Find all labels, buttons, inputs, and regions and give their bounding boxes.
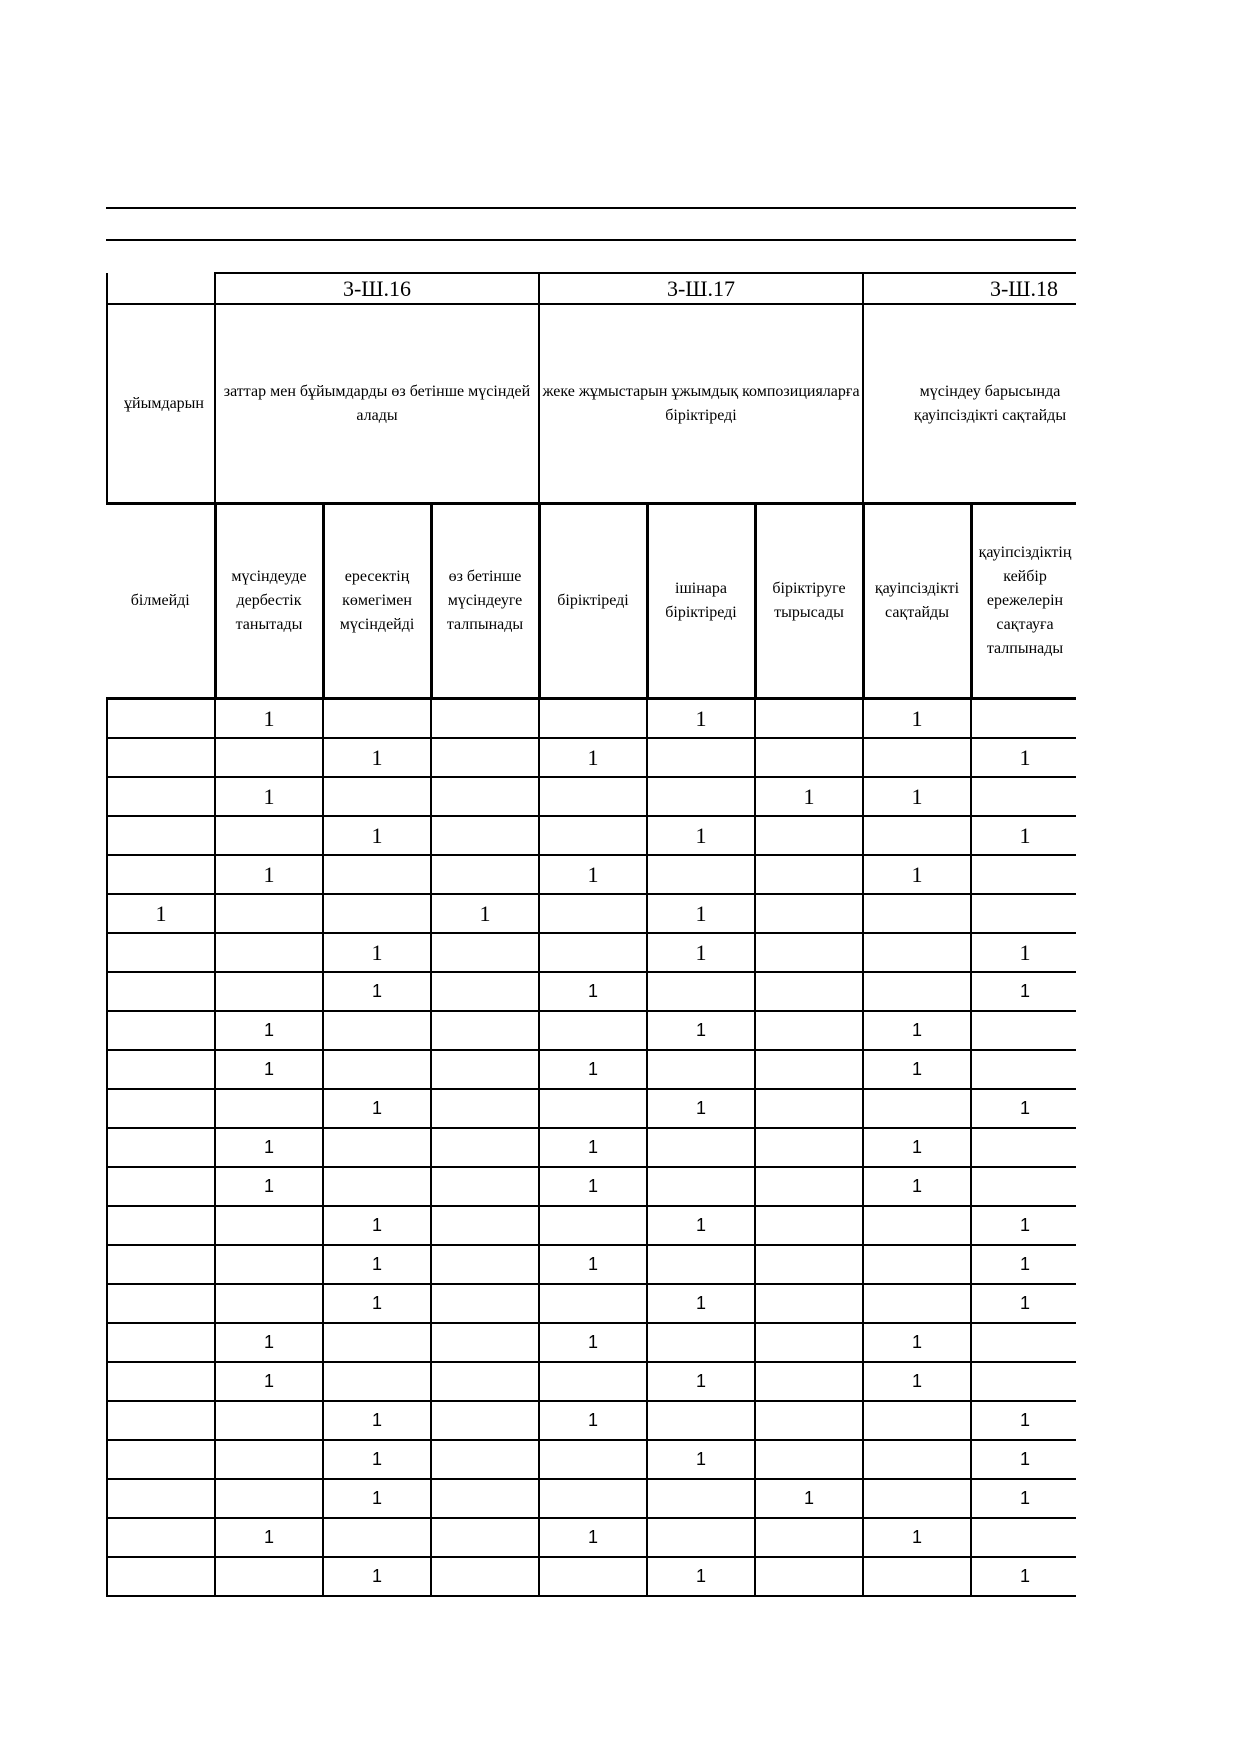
table-cell-col-7: 1 xyxy=(863,855,971,894)
table-cell-col-2 xyxy=(323,699,431,739)
table-row xyxy=(107,1479,1076,1518)
table-cell-col-8 xyxy=(971,699,1076,739)
table-cell-col-6 xyxy=(755,933,863,972)
level-c6: біріктіруге тырысады xyxy=(755,504,863,699)
table-cell-col-0 xyxy=(107,1128,215,1167)
table-cell-col-2: 1 xyxy=(323,1440,431,1479)
table-cell-col-6 xyxy=(755,1557,863,1596)
table-cell-col-5 xyxy=(647,1050,755,1089)
table-cell-col-5: 1 xyxy=(647,1011,755,1050)
table-cell-col-2: 1 xyxy=(323,738,431,777)
table-cell-col-3 xyxy=(431,1557,539,1596)
table-cell-col-1: 1 xyxy=(215,1323,323,1362)
table-cell-col-5: 1 xyxy=(647,699,755,739)
table-cell-col-4: 1 xyxy=(539,1401,647,1440)
table-cell-col-4: 1 xyxy=(539,1245,647,1284)
table-cell-col-6 xyxy=(755,699,863,739)
table-cell-col-5: 1 xyxy=(647,1206,755,1245)
table-cell-col-3 xyxy=(431,1089,539,1128)
table-row xyxy=(107,1401,1076,1440)
table-cell-col-3 xyxy=(431,1479,539,1518)
level-c2: ересектің көмегімен мүсіндейді xyxy=(323,504,431,699)
table-cell-col-3 xyxy=(431,1011,539,1050)
table-cell-col-5 xyxy=(647,1479,755,1518)
table-cell-col-0 xyxy=(107,1557,215,1596)
table-cell-col-6 xyxy=(755,1128,863,1167)
description-3-sh-18: мүсіндеу барысында қауіпсіздікті сақтайды xyxy=(863,304,1076,504)
table-cell-col-8: 1 xyxy=(971,1284,1076,1323)
table-cell-col-0 xyxy=(107,972,215,1011)
table-cell-col-0 xyxy=(107,1323,215,1362)
table-cell-col-6 xyxy=(755,1284,863,1323)
table-cell-col-5: 1 xyxy=(647,1089,755,1128)
table-cell-col-6 xyxy=(755,816,863,855)
description-lead: ұйымдарын xyxy=(107,304,215,504)
table-row xyxy=(107,1128,1076,1167)
table-cell-col-8 xyxy=(971,1323,1076,1362)
table-cell-col-8: 1 xyxy=(971,816,1076,855)
table-cell-col-2: 1 xyxy=(323,1479,431,1518)
table-cell-col-6 xyxy=(755,972,863,1011)
table-row xyxy=(107,1167,1076,1206)
table-cell-col-0 xyxy=(107,1206,215,1245)
table-row xyxy=(107,1284,1076,1323)
table-cell-col-8: 1 xyxy=(971,1206,1076,1245)
table-cell-col-7: 1 xyxy=(863,1323,971,1362)
table-cell-col-0 xyxy=(107,777,215,816)
table-cell-col-8 xyxy=(971,1050,1076,1089)
table-cell-col-1 xyxy=(215,1089,323,1128)
table-cell-col-6 xyxy=(755,894,863,933)
table-cell-col-1 xyxy=(215,972,323,1011)
table-cell-col-2: 1 xyxy=(323,933,431,972)
description-3-sh-16: заттар мен бұйымдарды өз бетінше мүсіндей алады xyxy=(215,304,539,504)
group-code-3-sh-18: 3-Ш.18 xyxy=(863,273,1076,304)
table-cell-col-3 xyxy=(431,1167,539,1206)
table-cell-col-3 xyxy=(431,933,539,972)
table-row xyxy=(107,1557,1076,1596)
level-c1: мүсіндеуде дербестік танытады xyxy=(215,504,323,699)
table-cell-col-3 xyxy=(431,1323,539,1362)
table-cell-col-4 xyxy=(539,699,647,739)
table-cell-col-4: 1 xyxy=(539,972,647,1011)
table-row xyxy=(107,1440,1076,1479)
table-cell-col-6 xyxy=(755,1518,863,1557)
table-cell-col-8 xyxy=(971,1167,1076,1206)
table-cell-col-6 xyxy=(755,1050,863,1089)
table-cell-col-6 xyxy=(755,1323,863,1362)
table-cell-col-5: 1 xyxy=(647,1284,755,1323)
table-cell-col-5 xyxy=(647,1245,755,1284)
table-cell-col-5: 1 xyxy=(647,816,755,855)
table-cell-col-4 xyxy=(539,894,647,933)
table-row xyxy=(107,855,1076,894)
table-cell-col-6 xyxy=(755,1206,863,1245)
table-cell-col-3 xyxy=(431,1401,539,1440)
table-cell-col-7 xyxy=(863,816,971,855)
table-cell-col-0 xyxy=(107,699,215,739)
table-cell-col-8 xyxy=(971,1362,1076,1401)
table-cell-col-1: 1 xyxy=(215,699,323,739)
table-cell-col-1: 1 xyxy=(215,1518,323,1557)
table-cell-col-1: 1 xyxy=(215,1128,323,1167)
table-cell-col-5: 1 xyxy=(647,1362,755,1401)
table-cell-col-3 xyxy=(431,1284,539,1323)
table-cell-col-4 xyxy=(539,1362,647,1401)
table-cell-col-1: 1 xyxy=(215,855,323,894)
table-cell-col-1: 1 xyxy=(215,1050,323,1089)
table-cell-col-8: 1 xyxy=(971,738,1076,777)
table-cell-col-3 xyxy=(431,1440,539,1479)
table-cell-col-6: 1 xyxy=(755,777,863,816)
table-cell-col-0 xyxy=(107,855,215,894)
table-cell-col-5 xyxy=(647,1518,755,1557)
table-row xyxy=(107,1362,1076,1401)
table-cell-col-0 xyxy=(107,1440,215,1479)
table-cell-col-4 xyxy=(539,1011,647,1050)
table-row xyxy=(107,1518,1076,1557)
table-cell-col-2 xyxy=(323,855,431,894)
level-row xyxy=(107,504,1076,699)
table-cell-col-0 xyxy=(107,1089,215,1128)
level-c4: біріктіреді xyxy=(539,504,647,699)
table-cell-col-6 xyxy=(755,1011,863,1050)
table-cell-col-4 xyxy=(539,777,647,816)
table-cell-col-3 xyxy=(431,855,539,894)
table-cell-col-7 xyxy=(863,1206,971,1245)
table-cell-col-5: 1 xyxy=(647,894,755,933)
table-row xyxy=(107,1011,1076,1050)
table-cell-col-8 xyxy=(971,855,1076,894)
table-cell-col-0: 1 xyxy=(107,894,215,933)
table-cell-col-4: 1 xyxy=(539,1128,647,1167)
table-cell-col-7 xyxy=(863,738,971,777)
table-cell-col-8 xyxy=(971,894,1076,933)
table-cell-col-8 xyxy=(971,1011,1076,1050)
table-cell-col-7: 1 xyxy=(863,1050,971,1089)
table-cell-col-1 xyxy=(215,816,323,855)
table-cell-col-2: 1 xyxy=(323,972,431,1011)
table-cell-col-1 xyxy=(215,1479,323,1518)
table-cell-col-4: 1 xyxy=(539,738,647,777)
table-cell-col-7 xyxy=(863,1284,971,1323)
table-cell-col-8 xyxy=(971,1128,1076,1167)
table-cell-col-2: 1 xyxy=(323,1401,431,1440)
table-cell-col-8: 1 xyxy=(971,933,1076,972)
table-cell-col-7: 1 xyxy=(863,1518,971,1557)
table-cell-col-5: 1 xyxy=(647,1557,755,1596)
table-cell-col-3 xyxy=(431,972,539,1011)
table-cell-col-2 xyxy=(323,777,431,816)
table-cell-col-2: 1 xyxy=(323,1089,431,1128)
table-cell-col-7 xyxy=(863,1479,971,1518)
table-cell-col-7 xyxy=(863,1401,971,1440)
table-cell-col-1 xyxy=(215,1557,323,1596)
table-cell-col-2 xyxy=(323,1128,431,1167)
table-cell-col-6 xyxy=(755,738,863,777)
table-cell-col-4 xyxy=(539,1284,647,1323)
table-row xyxy=(107,972,1076,1011)
table-cell-col-0 xyxy=(107,933,215,972)
table-cell-col-1 xyxy=(215,738,323,777)
table-cell-col-7 xyxy=(863,1440,971,1479)
table-row xyxy=(107,816,1076,855)
table-cell-col-3 xyxy=(431,1050,539,1089)
table-cell-col-0 xyxy=(107,1284,215,1323)
table-cell-col-7: 1 xyxy=(863,1128,971,1167)
table-cell-col-3 xyxy=(431,816,539,855)
table-cell-col-8: 1 xyxy=(971,1479,1076,1518)
table-cell-col-5 xyxy=(647,738,755,777)
table-cell-col-4 xyxy=(539,816,647,855)
table-cell-col-6 xyxy=(755,1167,863,1206)
table-cell-col-7 xyxy=(863,1089,971,1128)
table-cell-col-2: 1 xyxy=(323,816,431,855)
table-cell-col-7: 1 xyxy=(863,1362,971,1401)
level-c7: қауіпсіздікті сақтайды xyxy=(863,504,971,699)
description-3-sh-17: жеке жұмыстарын ұжымдық композицияларға біріктіреді xyxy=(539,304,863,504)
table-cell-col-0 xyxy=(107,1167,215,1206)
table-cell-col-1: 1 xyxy=(215,777,323,816)
assessment-table-region xyxy=(106,272,1076,1608)
table-cell-col-6 xyxy=(755,855,863,894)
table-cell-col-7: 1 xyxy=(863,1167,971,1206)
table-cell-col-5 xyxy=(647,855,755,894)
table-cell-col-1: 1 xyxy=(215,1167,323,1206)
table-row xyxy=(107,1089,1076,1128)
table-cell-col-0 xyxy=(107,1401,215,1440)
table-cell-col-1: 1 xyxy=(215,1011,323,1050)
table-cell-col-3 xyxy=(431,1518,539,1557)
table-cell-col-5 xyxy=(647,1323,755,1362)
table-cell-col-6 xyxy=(755,1401,863,1440)
table-cell-col-1 xyxy=(215,1284,323,1323)
table-cell-col-4 xyxy=(539,1206,647,1245)
table-cell-col-5 xyxy=(647,972,755,1011)
table-row xyxy=(107,738,1076,777)
table-cell-col-4: 1 xyxy=(539,1167,647,1206)
table-cell-col-5: 1 xyxy=(647,933,755,972)
table-cell-col-8: 1 xyxy=(971,1245,1076,1284)
table-row xyxy=(107,699,1076,739)
table-cell-col-7 xyxy=(863,1557,971,1596)
table-cell-col-6 xyxy=(755,1245,863,1284)
description-row xyxy=(107,304,1076,504)
table-cell-col-6 xyxy=(755,1089,863,1128)
table-cell-col-8: 1 xyxy=(971,1440,1076,1479)
table-cell-col-2 xyxy=(323,1518,431,1557)
table-cell-col-5 xyxy=(647,1401,755,1440)
table-cell-col-7 xyxy=(863,894,971,933)
table-cell-col-0 xyxy=(107,816,215,855)
table-cell-col-5 xyxy=(647,1167,755,1206)
table-cell-col-2: 1 xyxy=(323,1206,431,1245)
group-code-row xyxy=(107,273,1076,304)
table-cell-col-2 xyxy=(323,894,431,933)
table-cell-col-8 xyxy=(971,777,1076,816)
table-cell-col-4 xyxy=(539,1557,647,1596)
table-row xyxy=(107,933,1076,972)
table-cell-col-0 xyxy=(107,1479,215,1518)
table-cell-col-3 xyxy=(431,1206,539,1245)
table-cell-col-7: 1 xyxy=(863,777,971,816)
table-cell-col-1 xyxy=(215,1401,323,1440)
table-cell-col-2: 1 xyxy=(323,1557,431,1596)
table-row xyxy=(107,1245,1076,1284)
table-row xyxy=(107,777,1076,816)
table-cell-col-7 xyxy=(863,1245,971,1284)
table-cell-col-2: 1 xyxy=(323,1245,431,1284)
table-cell-col-4: 1 xyxy=(539,1323,647,1362)
table-cell-col-0 xyxy=(107,1050,215,1089)
table-cell-col-7 xyxy=(863,933,971,972)
table-row xyxy=(107,894,1076,933)
group-code-3-sh-16: 3-Ш.16 xyxy=(215,273,539,304)
group-code-3-sh-17: 3-Ш.17 xyxy=(539,273,863,304)
table-cell-col-2 xyxy=(323,1362,431,1401)
level-c0: білмейді xyxy=(107,504,215,699)
table-cell-col-8: 1 xyxy=(971,972,1076,1011)
assessment-table xyxy=(106,272,1076,1597)
table-cell-col-8: 1 xyxy=(971,1557,1076,1596)
group-code-blank xyxy=(107,273,215,304)
table-cell-col-2 xyxy=(323,1167,431,1206)
table-cell-col-4: 1 xyxy=(539,1050,647,1089)
table-cell-col-6 xyxy=(755,1362,863,1401)
table-cell-col-5 xyxy=(647,777,755,816)
table-row xyxy=(107,1206,1076,1245)
table-cell-col-1 xyxy=(215,894,323,933)
table-cell-col-1 xyxy=(215,1245,323,1284)
table-cell-col-6: 1 xyxy=(755,1479,863,1518)
table-cell-col-4 xyxy=(539,1479,647,1518)
table-cell-col-3 xyxy=(431,699,539,739)
table-cell-col-4 xyxy=(539,1089,647,1128)
table-cell-col-4 xyxy=(539,1440,647,1479)
table-cell-col-2 xyxy=(323,1323,431,1362)
table-cell-col-3 xyxy=(431,777,539,816)
table-cell-col-1 xyxy=(215,933,323,972)
table-cell-col-3: 1 xyxy=(431,894,539,933)
table-cell-col-0 xyxy=(107,1245,215,1284)
table-cell-col-0 xyxy=(107,738,215,777)
level-c3: өз бетінше мүсіндеуге талпынады xyxy=(431,504,539,699)
table-row xyxy=(107,1323,1076,1362)
table-cell-col-8 xyxy=(971,1518,1076,1557)
table-cell-col-0 xyxy=(107,1362,215,1401)
table-cell-col-7 xyxy=(863,972,971,1011)
level-c5: ішінара біріктіреді xyxy=(647,504,755,699)
table-cell-col-3 xyxy=(431,1362,539,1401)
table-cell-col-2 xyxy=(323,1050,431,1089)
table-cell-col-4: 1 xyxy=(539,1518,647,1557)
top-rule-1 xyxy=(106,207,1076,209)
table-cell-col-2: 1 xyxy=(323,1284,431,1323)
table-cell-col-4: 1 xyxy=(539,855,647,894)
table-cell-col-0 xyxy=(107,1518,215,1557)
table-cell-col-5 xyxy=(647,1128,755,1167)
table-cell-col-1: 1 xyxy=(215,1362,323,1401)
table-cell-col-5: 1 xyxy=(647,1440,755,1479)
table-cell-col-1 xyxy=(215,1440,323,1479)
table-cell-col-1 xyxy=(215,1206,323,1245)
level-c8: қауіпсіздіктің кейбір ережелерін сақтауға талпынады xyxy=(971,504,1076,699)
table-cell-col-7: 1 xyxy=(863,1011,971,1050)
table-cell-col-2 xyxy=(323,1011,431,1050)
table-cell-col-3 xyxy=(431,738,539,777)
table-cell-col-3 xyxy=(431,1128,539,1167)
table-cell-col-6 xyxy=(755,1440,863,1479)
table-cell-col-8: 1 xyxy=(971,1401,1076,1440)
table-cell-col-0 xyxy=(107,1011,215,1050)
table-cell-col-7: 1 xyxy=(863,699,971,739)
table-cell-col-4 xyxy=(539,933,647,972)
table-cell-col-3 xyxy=(431,1245,539,1284)
top-rule-2 xyxy=(106,239,1076,241)
table-row xyxy=(107,1050,1076,1089)
table-cell-col-8: 1 xyxy=(971,1089,1076,1128)
